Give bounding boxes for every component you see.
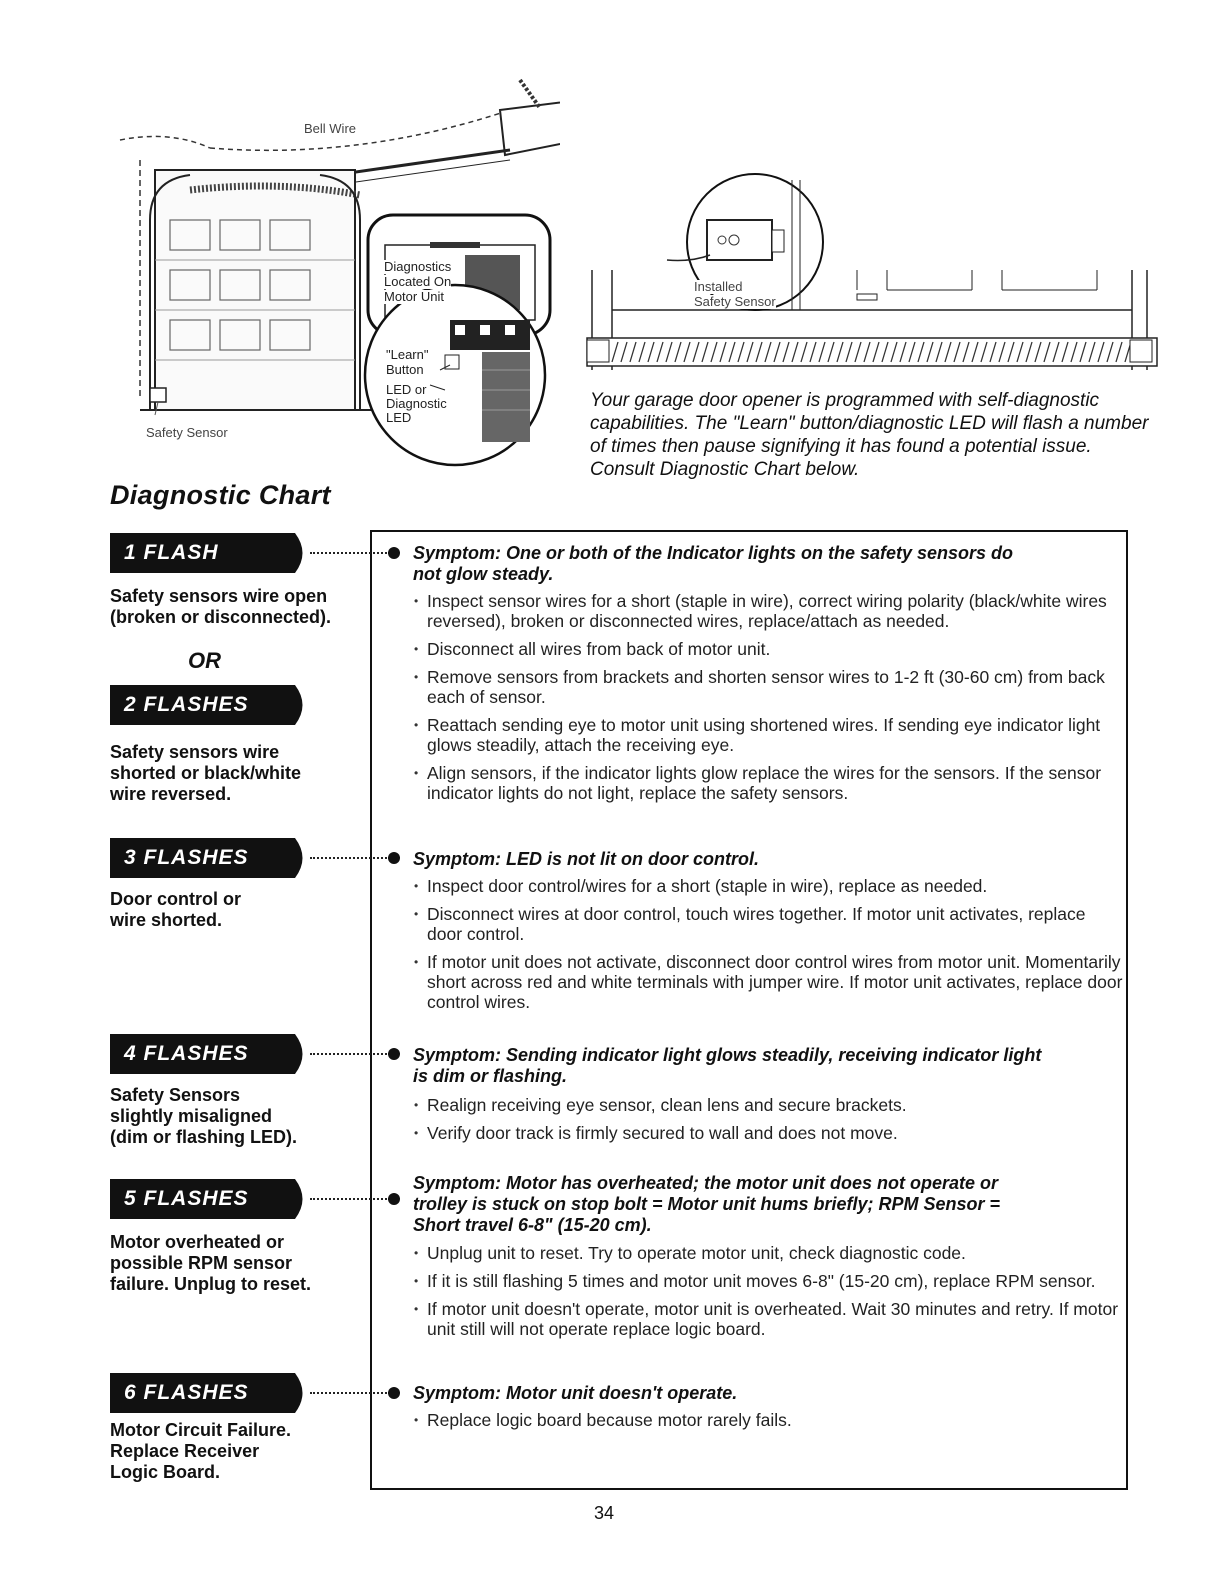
led-label-3: LED	[386, 410, 412, 425]
leader-line	[310, 1392, 390, 1394]
led-label-1: LED or	[386, 382, 427, 397]
bullet-dot	[388, 547, 400, 559]
flash-badge-1	[110, 533, 310, 573]
step-item: • If motor unit doesn't operate, motor unit is overheated. Wait 30 minutes and retry. If motor unit still will not operate replace logic board.	[413, 1299, 1125, 1339]
step-item: • Reattach sending eye to motor unit using shortened wires. If sending eye indicator light glows steadily, attach the receiving eye.	[413, 715, 1125, 755]
flash-badge-2	[110, 685, 310, 725]
safety-sensor-label: Safety Sensor	[146, 425, 228, 440]
flash-badge-3	[110, 838, 310, 878]
flash-badge-label: 4 FLASHES	[124, 1042, 249, 1065]
flash-badge-4	[110, 1034, 310, 1074]
cause-text-2: Safety sensors wire shorted or black/white wire reversed.	[110, 742, 302, 804]
step-item: • Disconnect wires at door control, touch wires together. If motor unit activates, replace door control.	[413, 904, 1125, 944]
installed-label-2: Safety Sensor	[694, 294, 776, 309]
symptom-title-2: Symptom: LED is not lit on door control.	[413, 849, 759, 869]
step-item: • Verify door track is firmly secured to wall and does not move.	[413, 1123, 1125, 1143]
symptom-title-5: Symptom: Motor unit doesn't operate.	[413, 1383, 738, 1403]
diagnostics-label-2: Located On	[384, 274, 452, 289]
bell-wire-label: Bell Wire	[304, 121, 357, 136]
symptom-steps-4	[413, 1243, 1125, 1347]
intro-text: Your garage door opener is programmed with self-diagnostic capabilities. The "Learn" button/diagnostic LED will flash a number of times then pause signifying it has found a potential issue. Consult Diagnostic Chart below.	[590, 390, 1149, 480]
leader-line	[310, 1053, 390, 1055]
learn-button-label-1: "Learn"	[386, 347, 429, 362]
diagnostics-label-3: Motor Unit	[384, 289, 444, 304]
step-item: • Remove sensors from brackets and shorten sensor wires to 1-2 ft (30-60 cm) from back each of sensor.	[413, 667, 1125, 707]
flash-badge-label: 1 FLASH	[124, 541, 219, 564]
symptom-steps-3	[413, 1095, 1125, 1151]
flash-badge-5	[110, 1179, 310, 1219]
flash-badge-label: 5 FLASHES	[124, 1187, 249, 1210]
cause-text-3: Door control or wire shorted.	[110, 889, 241, 930]
symptom-steps-5	[413, 1410, 1125, 1438]
step-item: • If motor unit does not activate, disconnect door control wires from motor unit. Momentarily short across red and white terminals with jumper wire. If motor unit activates, replace door control wires.	[413, 952, 1125, 1012]
sensor-closeup-illustration	[582, 150, 1162, 380]
bullet-dot	[388, 1193, 400, 1205]
step-item: • Unplug unit to reset. Try to operate motor unit, check diagnostic code.	[413, 1243, 1125, 1263]
page-title: Diagnostic Chart	[110, 480, 331, 510]
step-item: • Disconnect all wires from back of motor unit.	[413, 639, 1125, 659]
cause-text-4: Safety Sensors slightly misaligned (dim or flashing LED).	[110, 1085, 297, 1147]
step-item: • If it is still flashing 5 times and motor unit moves 6-8" (15-20 cm), replace RPM sensor.	[413, 1271, 1125, 1291]
symptom-title-4: Symptom: Motor has overheated; the motor unit does not operate or trolley is stuck on stop bolt = Motor unit hums briefly; RPM Sensor = Short travel 6-8" (15-20 cm).	[413, 1173, 1001, 1235]
leader-line	[310, 1198, 390, 1200]
sensor-closeup-drawing	[582, 150, 1162, 380]
cause-text-5: Motor overheated or possible RPM sensor failure. Unplug to reset.	[110, 1232, 312, 1294]
diagnostics-label-1: Diagnostics	[384, 259, 452, 274]
step-item: • Realign receiving eye sensor, clean lens and secure brackets.	[413, 1095, 1125, 1115]
step-item: • Align sensors, if the indicator lights glow replace the wires for the sensors. If the sensor indicator lights do not light, replace the safety sensors.	[413, 763, 1125, 803]
leader-line	[310, 552, 390, 554]
bullet-dot	[388, 1048, 400, 1060]
step-item: • Replace logic board because motor rarely fails.	[413, 1410, 1125, 1430]
cause-text-6: Motor Circuit Failure. Replace Receiver Logic Board.	[110, 1420, 292, 1482]
step-item: • Inspect door control/wires for a short (staple in wire), replace as needed.	[413, 876, 1125, 896]
step-item: • Inspect sensor wires for a short (staple in wire), correct wiring polarity (black/white wires reversed), broken or disconnected wires, replace/attach as needed.	[413, 591, 1125, 631]
led-label-2: Diagnostic	[386, 396, 447, 411]
flash-badge-6	[110, 1373, 310, 1413]
symptom-title-1: Symptom: One or both of the Indicator lights on the safety sensors do not glow steady.	[413, 543, 1014, 584]
bullet-dot	[388, 1387, 400, 1399]
symptom-steps-2	[413, 876, 1125, 1020]
symptom-steps-1	[413, 591, 1125, 811]
learn-button-label-2: Button	[386, 362, 424, 377]
installed-label-1: Installed	[694, 279, 743, 294]
bullet-dot	[388, 852, 400, 864]
flash-badge-label: 6 FLASHES	[124, 1381, 249, 1404]
cause-text-1: Safety sensors wire open (broken or disconnected).	[110, 586, 332, 627]
flash-badge-label: 3 FLASHES	[124, 846, 249, 869]
or-separator: OR	[188, 648, 221, 673]
flash-badge-label: 2 FLASHES	[124, 693, 249, 716]
page-number: 34	[594, 1503, 615, 1523]
garage-door-illustration	[110, 70, 560, 490]
symptom-title-3: Symptom: Sending indicator light glows steadily, receiving indicator light is dim or flashing.	[413, 1045, 1042, 1086]
leader-line	[310, 857, 390, 859]
